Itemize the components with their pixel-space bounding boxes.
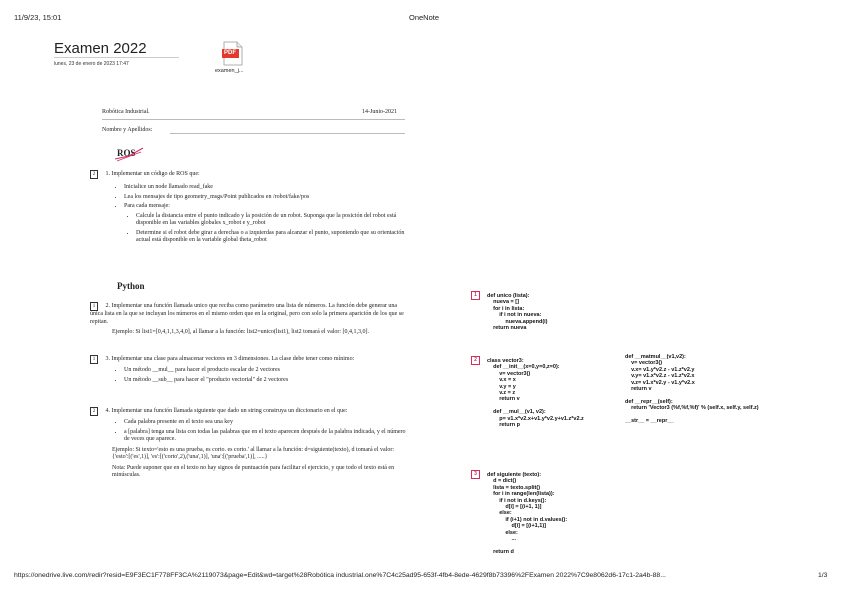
question-1-text: 1. Implementar un código de ROS que: — [105, 171, 200, 177]
page-title: Examen 2022 — [54, 40, 147, 57]
question-4-text: 4. Implementar una función llamada siguiente que dado un string construya un diccionario en el que: — [105, 408, 348, 414]
question-1-sub-bullet: • Calcule la distancia entre el punto indicado y la posición de un robot. Suponga que la posición del robot está disponible en las variables globales x_robot e y_robot — [136, 213, 410, 228]
question-3-points: 1 — [90, 355, 98, 364]
ros-heading: ROS — [117, 148, 136, 158]
page-url[interactable]: https://onedrive.live.com/redir?resid=E9F3EC1F778FF3CA%2119073&page=Edit&wd=target%28Robótica industrial.one%7C4c25ad95-653f-4fb4-8ede-4629f8b73396%2FExamen 2022%7C9e8062d6-17c1-2a4b-88... — [14, 572, 666, 579]
question-4-bullet: • Cada palabra presente en el texto sea una key — [124, 419, 410, 427]
handwritten-answer-2-methods — [625, 354, 759, 424]
name-label: Nombre y Apellidos: — [102, 127, 153, 133]
page-count: 1/3 — [818, 572, 828, 579]
question-1-points: 2 — [90, 170, 98, 179]
question-1-bullet: • Para cada mensaje: — [124, 203, 410, 211]
title-underline — [54, 57, 179, 58]
question-1-bullet: • Lea los mensajes de tipo geometry_msgs/Point publicados en /robot/fake/pos — [124, 194, 410, 202]
answer-3-marker: 3 — [471, 470, 480, 479]
answer-2b-code: def __matmul__(v1,v2): v= vector3() v.x= v1.y*v2.z - v1.z*v2.y v.y= v1.x*v2.z - v1.z*v2.x v.z= v1.x*v2.y - v1.y*v2.x return v def __repr__(self): return 'Vector3 (%f,%f,%f)' % (self.x, self.y, self.z) __str__ = __repr__ — [625, 354, 759, 425]
question-3-bullet: • Un método __sub__ para hacer el "producto vectorial" de 2 vectores — [124, 377, 410, 385]
question-3 — [90, 355, 410, 386]
answer-3-code: def siguiente (texto): d = dict() lista = texto.split() for i in range(len(lista)): if i not in d.keys(): d[i] = [(i+1, 1)] else: if (i+1) not in d.values(): d[i] = [(i+1,1)] else: ... return d — [487, 472, 568, 555]
answer-1-marker: 1 — [471, 291, 480, 300]
question-2-example: Ejemplo: Si list1=[0,4,1,1,3,4,0], al llamar a la función: list2=unico(list1), list2 tomará el valor: [0,4,1,3,0]. — [112, 329, 370, 335]
attachment-name[interactable]: examen_j... — [215, 68, 244, 74]
question-3-bullet: • Un método __mul__ para hacer el producto escalar de 2 vectores — [124, 367, 410, 375]
question-4-example: Ejemplo: Si texto='esto es una prueba, es corto. es corto.' al llamar a la función: d=siguiente(texto), d tomará el valor: {'esto':[('es',1)], 'es':[('corto',2),('una',1)], 'una':[('prueba',1)], .....} — [112, 446, 395, 460]
question-2 — [90, 302, 410, 337]
question-4-bullet: • a [palabra] tenga una lista con todas las palabras que en el texto aparecen después de la palabra indicada, y el número de veces que aparece. — [124, 429, 410, 444]
answer-2-marker: 2 — [471, 356, 480, 365]
question-2-text: 2. Implementar una función llamada unico que reciba como parámetro una lista de números. La función debe generar una única lista en la que se incluyan los números en el mismo orden que en la original, pero con solo la primera aparición de los que se repitan. — [90, 303, 404, 325]
question-1-bullet: • Inicialice un node llamado read_fake — [124, 184, 410, 192]
pdf-badge: PDF — [224, 50, 236, 56]
exam-date: 14-Junio-2021 — [362, 109, 397, 115]
exam-header-rule — [102, 119, 405, 120]
page-date: lunes, 23 de enero de 2023 17:47 — [54, 61, 129, 67]
handwritten-answer-3 — [471, 462, 567, 555]
question-4-note: Nota: Puede suponer que en el texto no hay signos de puntuación para facilitar el ejercicio, y que todo el texto está en minúsculas. — [112, 464, 395, 478]
handwritten-answer-1 — [471, 283, 548, 331]
question-3-text: 3. Implementar una clase para almacenar vectores en 3 dimensiones. La clase debe tener como mínimo: — [105, 356, 355, 362]
answer-1-code: def unico (lista): nueva = [] for i in lista: if i not in nueva: nueva.append(i) return nueva — [487, 293, 548, 332]
question-4 — [90, 407, 410, 480]
pdf-file-icon[interactable] — [222, 41, 244, 66]
question-4-points: 2 — [90, 407, 98, 416]
answer-2-code: class vector3: def __init__(x=0,y=0,z=0): v= vector3() v.x = x v.y = y v.z = z return v def __mul__(v1, v2): p= v1.x*v2.x+v1.y*v2.y+v1.z*v2.z return p — [487, 358, 584, 429]
name-line — [170, 133, 405, 134]
strike-mark — [113, 146, 147, 162]
handwritten-answer-2 — [471, 348, 584, 428]
python-heading: Python — [117, 281, 145, 291]
question-1-sub-bullet: • Determine si el robot debe girar a derechas o a izquierdas para alcanzar el punto, suponiendo que su orientación actual está disponible en la variable global theta_robot — [136, 230, 410, 245]
exam-course: Robótica Industrial. — [102, 109, 150, 115]
question-2-points: 1 — [90, 302, 98, 311]
print-timestamp: 11/9/23, 15:01 — [14, 13, 62, 22]
app-name: OneNote — [409, 13, 440, 22]
question-1 — [90, 170, 410, 247]
